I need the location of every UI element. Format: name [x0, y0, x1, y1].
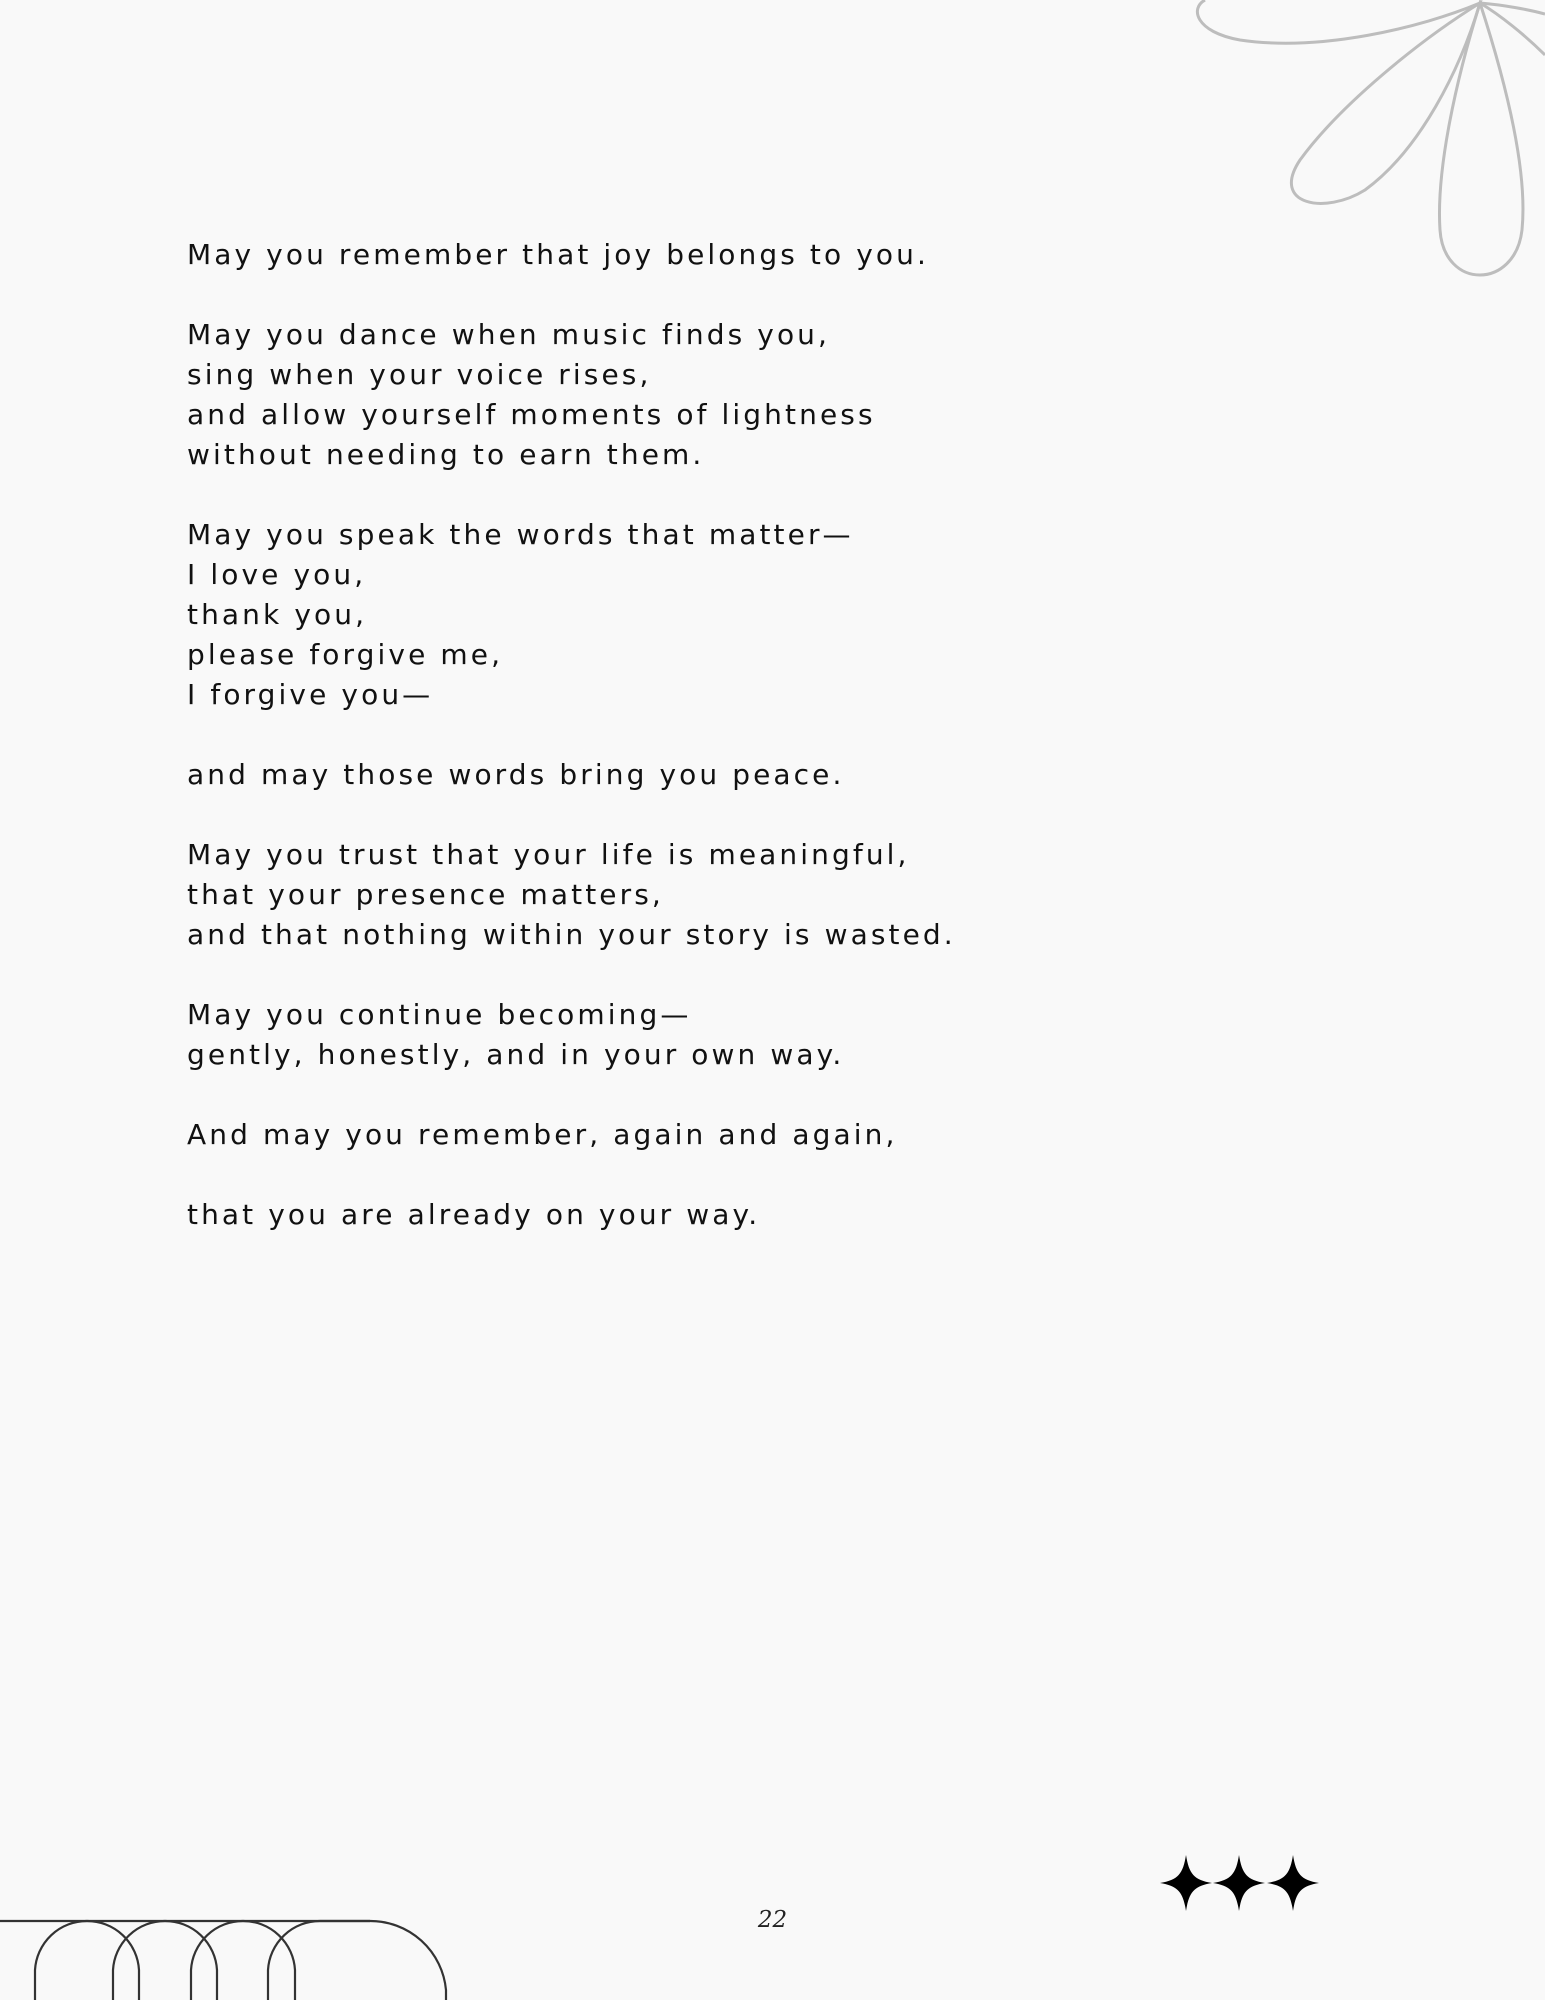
poem-line: without needing to earn them.: [187, 438, 705, 471]
stanza-gap: [187, 715, 1287, 755]
poem-line: May you trust that your life is meaningful,: [187, 838, 910, 871]
poem-line: May you remember that joy belongs to you.: [187, 238, 929, 271]
arches-outline-icon: [0, 1915, 460, 2000]
stanza-gap: [187, 955, 1287, 995]
poem-line: May you continue becoming—: [187, 998, 692, 1031]
poem-line: please forgive me,: [187, 638, 504, 671]
stanza: [187, 515, 1287, 715]
poem-line: I forgive you—: [187, 678, 434, 711]
poem-line: and may those words bring you peace.: [187, 758, 845, 791]
stanza: [187, 995, 1287, 1075]
stanza: [187, 835, 1287, 955]
stanza-gap: [187, 1155, 1287, 1195]
poem-line: I love you,: [187, 558, 367, 591]
poem-line: And may you remember, again and again,: [187, 1118, 898, 1151]
poem-line: that you are already on your way.: [187, 1198, 761, 1231]
stanza: [187, 1115, 1287, 1155]
stanza-gap: [187, 275, 1287, 315]
poem-line: May you dance when music finds you,: [187, 318, 831, 351]
stanza-gap: [187, 475, 1287, 515]
poem-body: [187, 235, 1287, 1235]
poem-line: and allow yourself moments of lightness: [187, 398, 876, 431]
poem-line: and that nothing within your story is wasted.: [187, 918, 956, 951]
poem-line: thank you,: [187, 598, 368, 631]
poem-line: May you speak the words that matter—: [187, 518, 854, 551]
stanza-gap: [187, 795, 1287, 835]
stanza: [187, 755, 1287, 795]
sparkle-stars-icon: [1158, 1852, 1323, 1914]
stanza: [187, 235, 1287, 275]
poem-line: sing when your voice rises,: [187, 358, 652, 391]
page-number: 22: [757, 1907, 788, 1933]
stanza: [187, 1195, 1287, 1235]
stanza: [187, 315, 1287, 475]
stanza-gap: [187, 1075, 1287, 1115]
poem-line: that your presence matters,: [187, 878, 664, 911]
poem-line: gently, honestly, and in your own way.: [187, 1038, 845, 1071]
